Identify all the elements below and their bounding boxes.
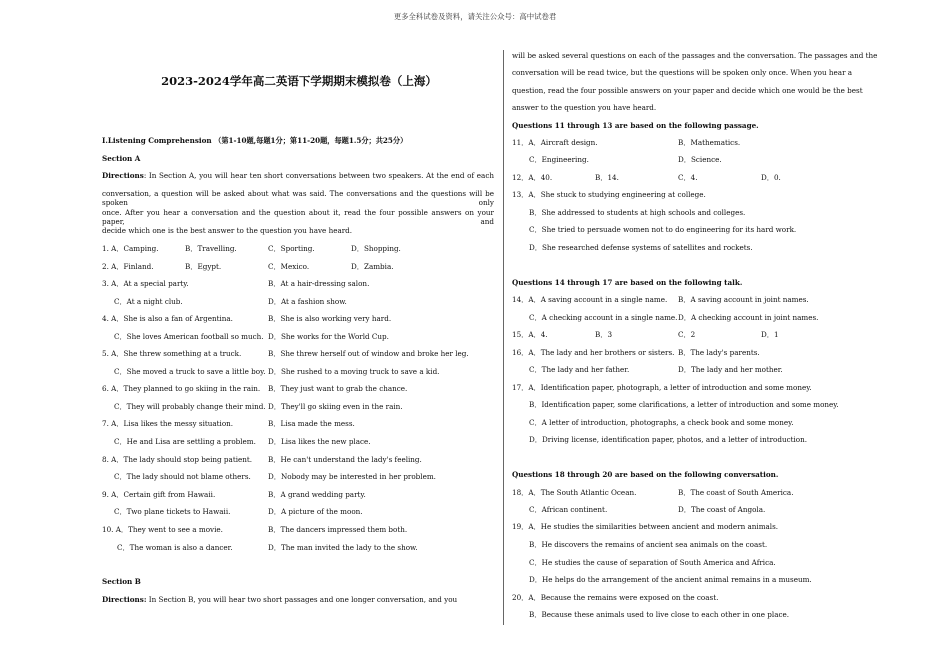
section-a-directions-line: Directions: In Section A, you will hear ten short conversations between two speakers. At the end of each bbox=[102, 171, 494, 180]
q12-option-c: C．4. bbox=[678, 173, 698, 182]
section-b-heading: Section B bbox=[102, 577, 141, 586]
group-heading: Questions 11 through 13 are based on the following passage. bbox=[512, 121, 759, 130]
q2-option-c: C．Mexico. bbox=[268, 262, 310, 271]
q9-option-a: 9. A．Certain gift from Hawaii. bbox=[102, 490, 216, 499]
q10-option-d: D．The man invited the lady to the show. bbox=[268, 543, 418, 552]
q4-option-a: 4. A．She is also a fan of Argentina. bbox=[102, 314, 233, 323]
q2-option-b: B．Egypt. bbox=[185, 262, 222, 271]
q9-option-d: D．A picture of the moon. bbox=[268, 507, 363, 516]
q2-option-d: D．Zambia. bbox=[351, 262, 394, 271]
q8-option-c: C．The lady should not blame others. bbox=[114, 472, 251, 481]
q18-option-b: B．The coast of South America. bbox=[678, 488, 794, 497]
q10-option-c: C．The woman is also a dancer. bbox=[117, 543, 233, 552]
q11-option-a: 11．A．Aircraft design. bbox=[512, 138, 598, 147]
q5-option-b: B．She threw herself out of window and broke her leg. bbox=[268, 349, 469, 358]
q3-option-b: B．At a hair-dressing salon. bbox=[268, 279, 370, 288]
q13-option-c: C．She tried to persuade women not to do engineering for its hard work. bbox=[529, 225, 797, 234]
q4-option-c: C．She loves American football so much. bbox=[114, 332, 264, 341]
q18-option-c: C．African continent. bbox=[529, 505, 608, 514]
q17-option-b: B．Identification paper, some clarifications, a letter of introduction and some money. bbox=[529, 400, 839, 409]
q4-option-d: D．She works for the World Cup. bbox=[268, 332, 389, 341]
section-a-directions-line: once. After you hear a conversation and the question about it, read the four possible answers on your paper, and bbox=[102, 208, 494, 226]
q7-option-d: D．Lisa likes the new place. bbox=[268, 437, 371, 446]
q20-option-a: 20．A．Because the remains were exposed on the coast. bbox=[512, 593, 719, 602]
q13-option-a: 13．A．She stuck to studying engineering at college. bbox=[512, 190, 706, 199]
q7-option-a: 7. A．Lisa likes the messy situation. bbox=[102, 419, 234, 428]
section-b-directions-line: conversation will be read twice, but the questions will be spoken only once. When you hear a bbox=[512, 68, 853, 77]
q7-option-c: C．He and Lisa are settling a problem. bbox=[114, 437, 256, 446]
q16-option-c: C．The lady and her father. bbox=[529, 365, 630, 374]
q16-option-b: B．The lady's parents. bbox=[678, 348, 760, 357]
q20-option-b: B．Because these animals used to live close to each other in one place. bbox=[529, 610, 790, 619]
q11-option-b: B．Mathematics. bbox=[678, 138, 741, 147]
section-b-directions-line: answer to the question you have heard. bbox=[512, 103, 657, 112]
section-a-directions-line: conversation, a question will be asked about what was said. The conversations and the questions will be spoken only bbox=[102, 189, 494, 207]
q16-option-d: D．The lady and her mother. bbox=[678, 365, 783, 374]
q1-option-a: 1. A．Camping. bbox=[102, 244, 159, 253]
q15-option-d: D．1 bbox=[761, 330, 779, 339]
q6-option-b: B．They just want to grab the chance. bbox=[268, 384, 408, 393]
group-heading: Questions 14 through 17 are based on the following talk. bbox=[512, 278, 743, 287]
column-divider bbox=[503, 50, 504, 625]
q12-option-d: D．0. bbox=[761, 173, 781, 182]
q1-option-d: D．Shopping. bbox=[351, 244, 401, 253]
section-b-directions-line: question, read the four possible answers on your paper and decide which one would be the best bbox=[512, 86, 863, 95]
q6-option-d: D．They'll go skiing even in the rain. bbox=[268, 402, 403, 411]
q11-option-d: D．Science. bbox=[678, 155, 722, 164]
q12-option-b: B．14. bbox=[595, 173, 619, 182]
q10-option-a: 10. A．They went to see a movie. bbox=[102, 525, 223, 534]
q13-option-d: D．She researched defense systems of satellites and rockets. bbox=[529, 243, 753, 252]
q14-option-b: B．A saving account in joint names. bbox=[678, 295, 809, 304]
q12-option-a: 12．A．40. bbox=[512, 173, 553, 182]
q3-option-c: C．At a night club. bbox=[114, 297, 183, 306]
q17-option-a: 17．A．Identification paper, photograph, a letter of introduction and some money. bbox=[512, 383, 812, 392]
q14-option-c: C．A checking account in a single name. bbox=[529, 313, 678, 322]
q14-option-d: D．A checking account in joint names. bbox=[678, 313, 819, 322]
section-a-heading: Section A bbox=[102, 154, 141, 163]
q15-option-c: C．2 bbox=[678, 330, 696, 339]
q14-option-a: 14．A．A saving account in a single name. bbox=[512, 295, 668, 304]
directions-label: Directions bbox=[102, 171, 144, 180]
section-a-directions-line: decide which one is the best answer to the question you have heard. bbox=[102, 226, 353, 235]
q19-option-c: C．He studies the cause of separation of South America and Africa. bbox=[529, 558, 776, 567]
q4-option-b: B．She is also working very hard. bbox=[268, 314, 392, 323]
q1-option-c: C．Sporting. bbox=[268, 244, 315, 253]
section-b-directions-line: will be asked several questions on each of the passages and the conversation. The passages and the bbox=[512, 51, 878, 60]
q6-option-c: C．They will probably change their mind. bbox=[114, 402, 266, 411]
q5-option-c: C．She moved a truck to save a little boy. bbox=[114, 367, 266, 376]
q8-option-b: B．He can't understand the lady's feeling. bbox=[268, 455, 422, 464]
q15-option-b: B．3 bbox=[595, 330, 613, 339]
q10-option-b: B．The dancers impressed them both. bbox=[268, 525, 408, 534]
q19-option-a: 19．A．He studies the similarities between ancient and modern animals. bbox=[512, 522, 779, 531]
q11-option-c: C．Engineering. bbox=[529, 155, 589, 164]
directions-label: Directions: bbox=[102, 595, 147, 604]
group-heading: Questions 18 through 20 are based on the following conversation. bbox=[512, 470, 779, 479]
q8-option-a: 8. A．The lady should stop being patient. bbox=[102, 455, 253, 464]
q5-option-d: D．She rushed to a moving truck to save a kid. bbox=[268, 367, 440, 376]
header-note: 更多全科试卷及资料，请关注公众号：高中试卷君 bbox=[393, 12, 557, 21]
q19-option-b: B．He discovers the remains of ancient sea animals on the coast. bbox=[529, 540, 768, 549]
q18-option-a: 18．A．The South Atlantic Ocean. bbox=[512, 488, 637, 497]
q18-option-d: D．The coast of Angola. bbox=[678, 505, 766, 514]
q13-option-b: B．She addressed to students at high schools and colleges. bbox=[529, 208, 746, 217]
q2-option-a: 2. A．Finland. bbox=[102, 262, 154, 271]
q1-option-b: B．Travelling. bbox=[185, 244, 237, 253]
q5-option-a: 5. A．She threw something at a truck. bbox=[102, 349, 242, 358]
part1-heading: I.Listening Comprehension （第1-10题,每题1分；第11-20题，每题1.5分；共25分） bbox=[102, 136, 408, 145]
page-title: 2023-2024学年高二英语下学期期末模拟卷（上海） bbox=[161, 74, 437, 88]
q6-option-a: 6. A．They planned to go skiing in the rain. bbox=[102, 384, 261, 393]
q19-option-d: D．He helps do the arrangement of the ancient animal remains in a museum. bbox=[529, 575, 812, 584]
q16-option-a: 16．A．The lady and her brothers or sisters. bbox=[512, 348, 675, 357]
q15-option-a: 15．A．4. bbox=[512, 330, 548, 339]
q9-option-b: B．A grand wedding party. bbox=[268, 490, 366, 499]
q9-option-c: C．Two plane tickets to Hawaii. bbox=[114, 507, 231, 516]
q17-option-c: C．A letter of introduction, photographs, a check book and some money. bbox=[529, 418, 794, 427]
q3-option-d: D．At a fashion show. bbox=[268, 297, 347, 306]
q8-option-d: D．Nobody may be interested in her problem. bbox=[268, 472, 436, 481]
section-b-directions-line: Directions: In Section B, you will hear two short passages and one longer conversation, and you bbox=[102, 595, 458, 604]
q17-option-d: D．Driving license, identification paper, photos, and a letter of introduction. bbox=[529, 435, 808, 444]
q7-option-b: B．Lisa made the mess. bbox=[268, 419, 355, 428]
q3-option-a: 3. A．At a special party. bbox=[102, 279, 189, 288]
